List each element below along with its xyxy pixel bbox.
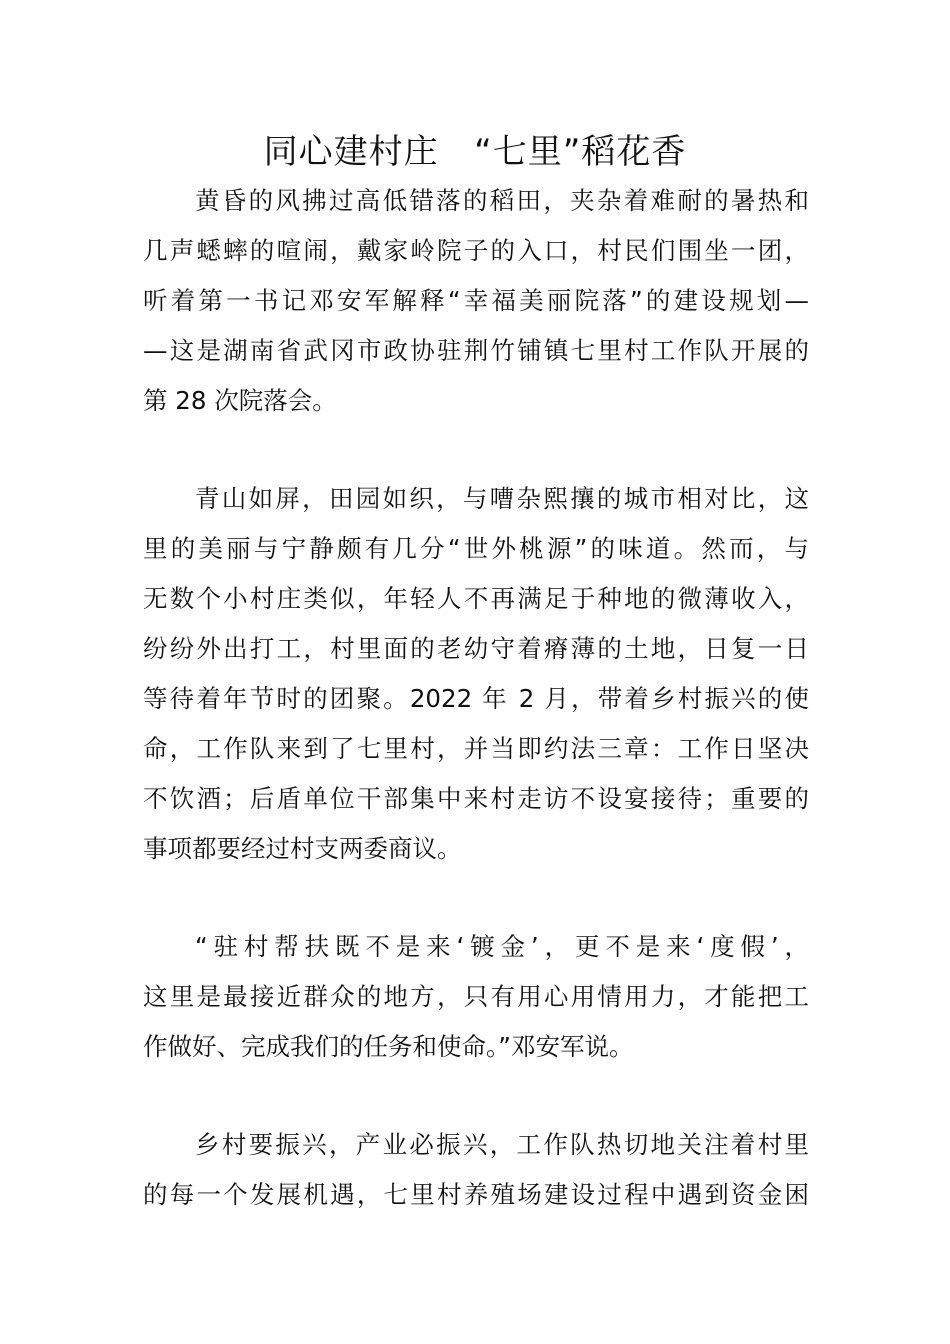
text-line: 无数个小村庄类似，年轻人不再满足于种地的微薄收入， bbox=[143, 584, 809, 613]
text-line: 不饮酒；后盾单位干部集中来村走访不设宴接待；重要的 bbox=[143, 784, 809, 813]
text-line: 纷纷外出打工，村里面的老幼守着瘠薄的土地，日复一日 bbox=[143, 634, 809, 663]
text-line: 命，工作队来到了七里村，并当即约法三章：工作日坚决 bbox=[143, 734, 809, 763]
text-line: —这是湖南省武冈市政协驻荆竹铺镇七里村工作队开展的 bbox=[143, 336, 809, 365]
paragraph-1 bbox=[143, 176, 809, 426]
text-line: 作做好、完成我们的任务和使命。”邓安军说。 bbox=[143, 1032, 634, 1061]
text-line: 黄昏的风拂过高低错落的稻田，夹杂着难耐的暑热和 bbox=[195, 186, 809, 215]
text-line: 的每一个发展机遇，七里村养殖场建设过程中遇到资金困 bbox=[143, 1180, 809, 1209]
paragraph-2 bbox=[143, 474, 809, 874]
paragraph-3 bbox=[143, 922, 809, 1072]
text-line: 第 28 次院落会。 bbox=[143, 386, 337, 415]
text-line: 里的美丽与宁静颇有几分“世外桃源”的味道。然而，与 bbox=[143, 534, 809, 563]
paragraph-4 bbox=[143, 1120, 809, 1220]
text-line: 乡村要振兴，产业必振兴，工作队热切地关注着村里 bbox=[195, 1130, 809, 1159]
text-line: 这里是最接近群众的地方，只有用心用情用力，才能把工 bbox=[143, 982, 809, 1011]
text-line: “驻村帮扶既不是来‘镀金’，更不是来‘度假’， bbox=[195, 932, 809, 961]
text-line: 听着第一书记邓安军解释“幸福美丽院落”的建设规划— bbox=[143, 286, 809, 315]
document-title: 同心建村庄 “七里”稻花香 bbox=[263, 132, 687, 172]
text-line: 事项都要经过村支两委商议。 bbox=[143, 834, 462, 863]
text-line: 几声蟋蟀的喧闹，戴家岭院子的入口，村民们围坐一团， bbox=[143, 236, 809, 265]
text-line: 等待着年节时的团聚。2022 年 2 月，带着乡村振兴的使 bbox=[143, 684, 809, 713]
text-line: 青山如屏，田园如织，与嘈杂熙攘的城市相对比，这 bbox=[195, 484, 809, 513]
